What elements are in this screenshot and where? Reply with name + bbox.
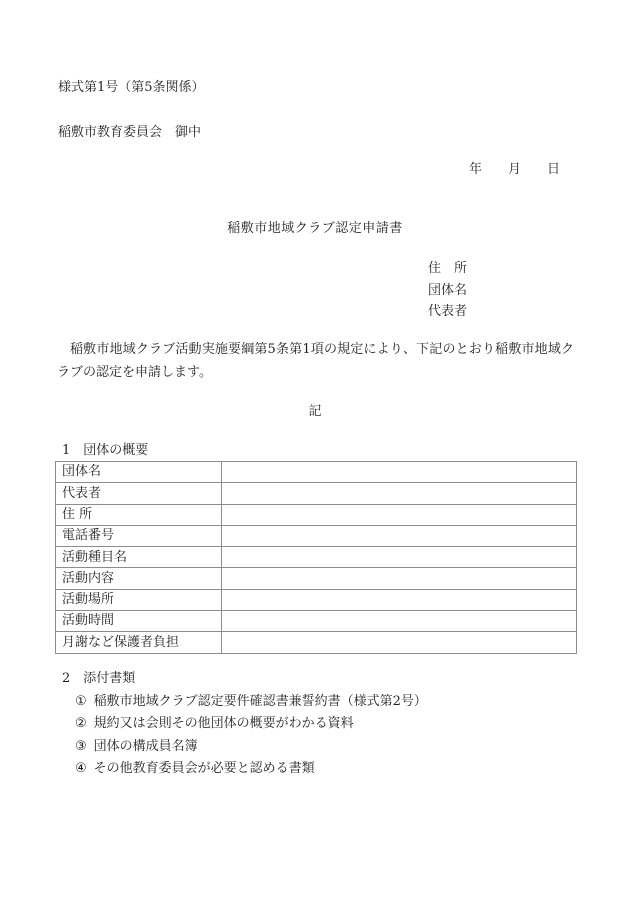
item-marker: ③ bbox=[75, 738, 87, 754]
table-row-value-field bbox=[222, 483, 577, 504]
table-row-value-field bbox=[222, 525, 577, 546]
table-row-label: 活動場所 bbox=[56, 589, 222, 610]
table-row-value-field bbox=[222, 611, 577, 632]
table-row bbox=[56, 504, 577, 525]
section2-number: 2 bbox=[62, 671, 71, 686]
date-line: 年 月 日 bbox=[468, 162, 560, 177]
table-row bbox=[56, 547, 577, 568]
record-marker: 記 bbox=[308, 404, 322, 419]
item-marker: ① bbox=[75, 694, 87, 709]
page-title: 稲敷市地域クラブ認定申請書 bbox=[227, 221, 403, 236]
table-row-value-field bbox=[222, 589, 577, 610]
table-row-label: 団体名 bbox=[56, 462, 222, 483]
section2-heading bbox=[62, 669, 135, 690]
section1-title: 団体の概要 bbox=[83, 443, 149, 458]
table-row-value-field bbox=[222, 462, 577, 483]
list-item bbox=[75, 713, 427, 735]
table-row-value-field bbox=[222, 568, 577, 589]
attachments-list bbox=[75, 691, 427, 781]
table-row-value-field bbox=[222, 504, 577, 525]
table-row-label: 電話番号 bbox=[56, 525, 222, 546]
table-row-label: 代表者 bbox=[56, 483, 222, 504]
overview-table bbox=[55, 461, 577, 654]
table-row bbox=[56, 568, 577, 589]
applicant-block bbox=[428, 258, 467, 323]
section1-heading bbox=[62, 441, 148, 462]
table-row-value-field bbox=[222, 547, 577, 568]
table-row-label: 活動種目名 bbox=[56, 547, 222, 568]
item-text: 稲敷市地域クラブ認定要件確認書兼誓約書（様式第2号） bbox=[93, 694, 427, 709]
applicant-field-address: 住 所 bbox=[428, 261, 468, 276]
item-text: 規約又は会則その他団体の概要がわかる資料 bbox=[93, 716, 354, 732]
list-item bbox=[75, 691, 427, 713]
table-row-value-field bbox=[222, 632, 577, 653]
form-number: 様式第1号（第5条関係） bbox=[58, 80, 205, 95]
addressee-line: 稲敷市教育委員会 御中 bbox=[58, 125, 202, 140]
section1-number: 1 bbox=[62, 443, 71, 458]
list-item bbox=[75, 758, 427, 780]
table-row-label: 月謝など保護者負担 bbox=[56, 632, 222, 653]
item-text: 団体の構成員名簿 bbox=[93, 738, 198, 754]
table-row bbox=[56, 462, 577, 483]
applicant-field-representative: 代表者 bbox=[428, 304, 468, 319]
table-row-label: 活動時間 bbox=[56, 611, 222, 632]
item-marker: ④ bbox=[75, 761, 87, 777]
body-paragraph: 稲敷市地域クラブ活動実施要綱第5条第1項の規定により、下記のとおり稲敷市地域クラブの認定を申請します。 bbox=[57, 342, 574, 380]
table-row bbox=[56, 611, 577, 632]
section2-title: 添付書類 bbox=[83, 671, 136, 686]
table-row bbox=[56, 483, 577, 504]
table-row bbox=[56, 525, 577, 546]
table-row bbox=[56, 632, 577, 653]
item-text: その他教育委員会が必要と認める書類 bbox=[93, 761, 315, 777]
table-row-label: 活動内容 bbox=[56, 568, 222, 589]
table-row-label: 住 所 bbox=[56, 504, 222, 525]
table-row bbox=[56, 589, 577, 610]
applicant-field-org-name: 団体名 bbox=[428, 282, 468, 298]
list-item bbox=[75, 736, 427, 758]
item-marker: ② bbox=[75, 716, 87, 732]
